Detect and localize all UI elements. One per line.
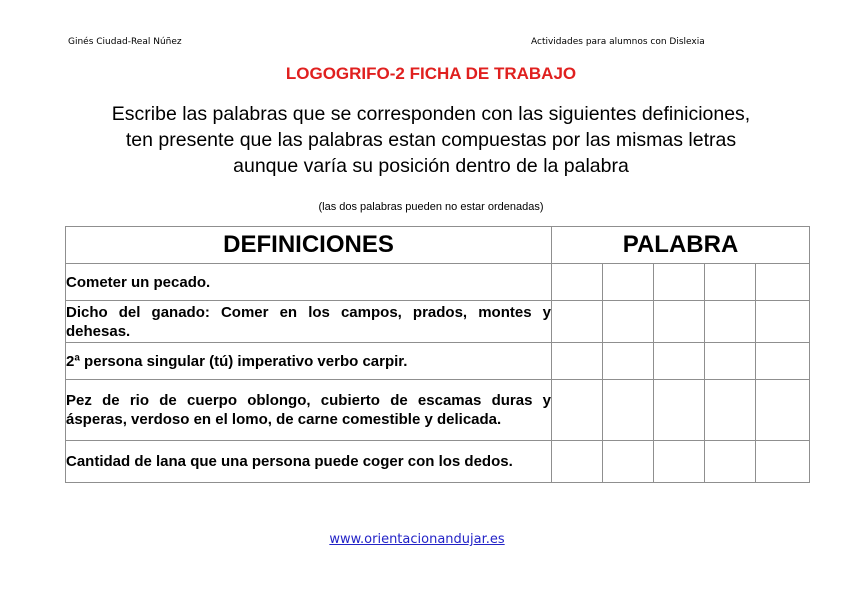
instructions-line: ten presente que las palabras estan compuestas por las mismas letras [125, 129, 737, 151]
letter-box[interactable] [654, 264, 705, 301]
letter-box[interactable] [705, 441, 756, 483]
instructions-line: aunque varía su posición dentro de la palabra [233, 155, 629, 177]
footer-website-link[interactable]: www.orientacionandujar.es [329, 532, 505, 547]
letter-box[interactable] [552, 380, 603, 441]
word-column-header: PALABRA [552, 227, 810, 264]
letter-box[interactable] [756, 301, 810, 343]
letter-box[interactable] [705, 343, 756, 380]
definition-cell: 2ª persona singular (tú) imperativo verbo carpir. [66, 343, 552, 380]
header-subject: Actividades para alumnos con Dislexia [531, 37, 705, 47]
table-header-row [66, 227, 810, 264]
table-row [66, 441, 810, 483]
letter-box[interactable] [705, 301, 756, 343]
worksheet-title: LOGOGRIFO-2 FICHA DE TRABAJO [285, 64, 577, 83]
letter-box[interactable] [756, 264, 810, 301]
instructions-line: Escribe las palabras que se corresponden con las siguientes definiciones, [111, 103, 751, 125]
letter-box[interactable] [756, 343, 810, 380]
definitions-column-header: DEFINICIONES [66, 227, 552, 264]
table-row [66, 301, 810, 343]
letter-box[interactable] [756, 441, 810, 483]
letter-box[interactable] [654, 380, 705, 441]
definitions-table [65, 226, 810, 483]
table-row [66, 380, 810, 441]
definition-cell: Dicho del ganado: Comer en los campos, prados, montes y dehesas. [66, 301, 552, 343]
definition-cell: Pez de rio de cuerpo oblongo, cubierto de escamas duras y ásperas, verdoso en el lomo, de carne comestible y delicada. [66, 380, 552, 441]
letter-box[interactable] [603, 301, 654, 343]
letter-box[interactable] [552, 441, 603, 483]
letter-box[interactable] [603, 380, 654, 441]
letter-box[interactable] [552, 301, 603, 343]
letter-box[interactable] [756, 380, 810, 441]
instructions-note: (las dos palabras pueden no estar ordenadas) [318, 201, 544, 213]
definition-cell: Cantidad de lana que una persona puede coger con los dedos. [66, 441, 552, 483]
table-row [66, 343, 810, 380]
letter-box[interactable] [603, 441, 654, 483]
letter-box[interactable] [552, 264, 603, 301]
definition-cell: Cometer un pecado. [66, 264, 552, 301]
instructions [60, 101, 802, 179]
header-author: Ginés Ciudad-Real Núñez [68, 37, 182, 47]
letter-box[interactable] [654, 301, 705, 343]
letter-box[interactable] [705, 380, 756, 441]
letter-box[interactable] [603, 343, 654, 380]
letter-box[interactable] [552, 343, 603, 380]
table-row [66, 264, 810, 301]
letter-box[interactable] [654, 343, 705, 380]
letter-box[interactable] [654, 441, 705, 483]
letter-box[interactable] [705, 264, 756, 301]
letter-box[interactable] [603, 264, 654, 301]
